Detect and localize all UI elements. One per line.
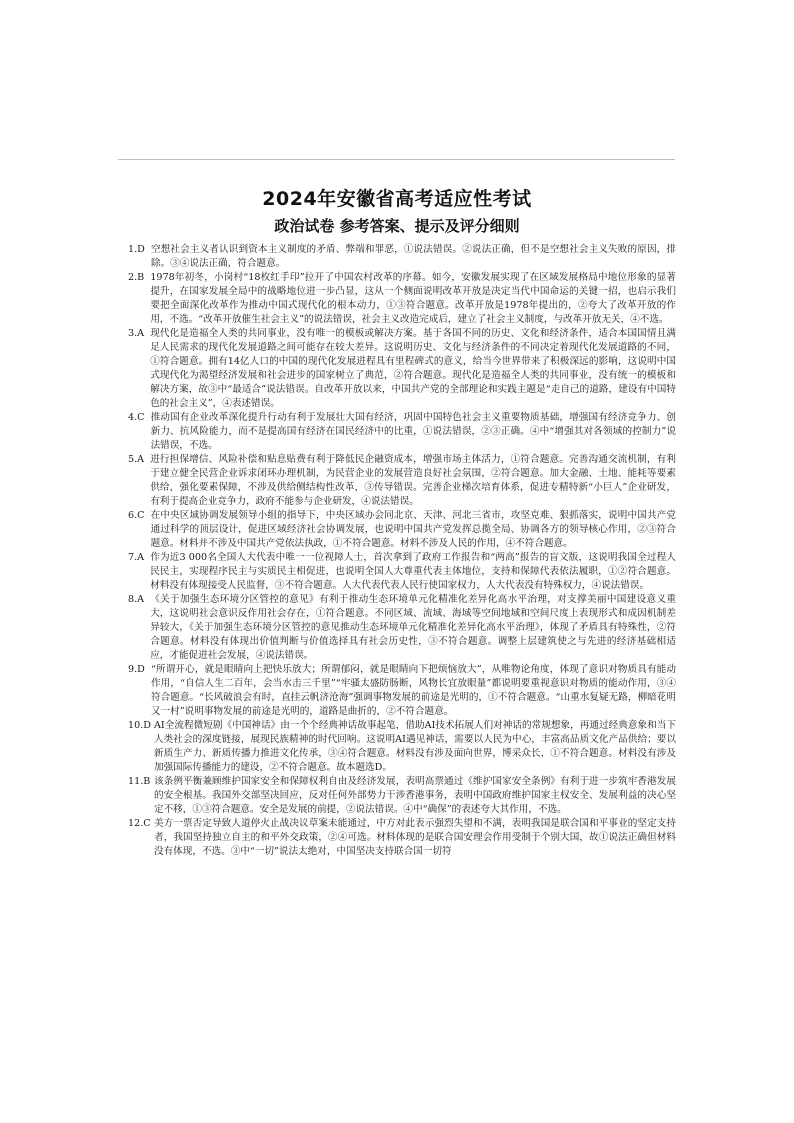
answer-explanation: 《关于加强生态环境分区管控的意见》有利于推动生态环境单元化精准化差异化高水平治理，对支撑美丽中国建设意义重大，这说明社会意识反作用社会存在，①符合题意。不同区域、流域、海域等空间地域和空间尺度上表现形式和成因机制差异较大，《关于加强生态环境分区管控的意见推动生态环境单元化精准化差异化高水平治理》，体现了矛盾具有特殊性，②符合题意。材料没有体现出价值判断与价值选择具有社会历史性，③不符合题意。调整上层建筑使之与先进的经济基础相适应，才能促进社会发展，④说法错误。	[150, 594, 676, 661]
answer-explanation: 该条例平衡兼顾维护国家安全和保障权利自由及经济发展，表明高票通过《维护国家安全条例》有利于进一步筑牢香港发展的安全根基。我国外交部坚决回应，反对任何外部势力干涉香港事务，表明中国政府维护国家主权安全、发展利益的决心坚定不移，①③符合题意。安全是发展的前提，②说法错误。④中“确保”的表述夸大其作用，不选。	[154, 776, 676, 815]
answer-explanation: “所谓开心，就是眼睛向上把快乐放大；所谓郁闷，就是眼睛向下把烦恼放大”，从唯物论角度，体现了意识对物质具有能动作用，“自信人生二百年，会当水击三千里”“牢骚太盛防肠断，风物长宜放眼量”都说明要重视意识对物质的能动作用，③④符合题意。“长风破浪会有时，直挂云帆济沧海”强调事物发展的前途是光明的，①不符合题意。“山重水复疑无路，柳暗花明又一村”说明事物发展的前途是光明的，道路是曲折的，②不符合题意。	[150, 664, 676, 717]
top-rule-divider	[118, 159, 675, 160]
answer-item	[128, 509, 676, 551]
answer-item	[128, 593, 676, 663]
answer-item	[128, 775, 676, 817]
answer-explanation: 推动国有企业改革深化提升行动有利于发展壮大国有经济，巩固中国特色社会主义重要物质基础，增强国有经济竞争力、创新力、抗风险能力，而不是提高国有经济在国民经济中的比重，①说法错误，②③正确。④中“增强其对各领域的控制力”说法错误，不选。	[150, 412, 676, 451]
answer-item	[128, 411, 676, 453]
answer-number: 9.D	[128, 664, 151, 675]
document-subtitle: 政治试卷 参考答案、提示及评分细则	[274, 217, 520, 235]
answer-number: 6.C	[128, 510, 151, 521]
answer-number: 1.D	[128, 244, 151, 255]
answer-item	[128, 719, 676, 775]
answer-explanation: 美方一票否定导致人道停火止战决议草案未能通过，中方对此表示强烈失望和不满，表明我国是联合国和平事业的坚定支持者，我国坚持独立自主的和平外交政策，②④可选。材料体现的是联合国安理会作用受制于个别大国，故①说法正确但材料没有体现，不选。③中“一切”说法太绝对，中国坚决支持联合国一切符	[154, 818, 676, 857]
answer-number: 11.B	[128, 776, 157, 787]
document-title: 2024年安徽省高考适应性考试	[262, 188, 532, 210]
answer-explanation: AI全流程微短剧《中国神话》由一个个经典神话故事起笔，借助AI技术拓展人们对神话的常规想象，再通过经典意象和当下人类社会的深度链接，展现民族精神的时代回响。这说明AI遇见神话，需要以人民为中心，丰富高品质文化产品供给；要以新质生产力、新质传播力推进文化传承，③④符合题意。材料没有涉及面向世界，博采众长，①不符合题意。材料没有涉及加强国际传播能力的建设，②不符合题意。故本题选D。	[154, 720, 676, 773]
answer-number: 10.D	[128, 720, 158, 731]
answer-number: 8.A	[128, 594, 151, 605]
answer-explanation: 1978年初冬，小岗村“18枚红手印”拉开了中国农村改革的序幕。如今，安徽发展实现了在区域发展格局中地位形象的显著提升，在国家发展全局中的战略地位进一步凸显，这从一个侧面说明改革开放是决定当代中国命运的关键一招，也启示我们要把全面深化改革作为推动中国式现代化的根本动力，①③符合题意。改革开放是1978年提出的，②夸大了改革开放的作用，不选。“改革开放催生社会主义”的说法错误，社会主义改造完成后，建立了社会主义制度，与改革开放无关，④不选。	[150, 272, 676, 325]
answer-explanation: 作为近3 000名全国人大代表中唯一一位视障人士，首次拿到了政府工作报告和“两高”报告的盲文版，这说明我国全过程人民民主，实现程序民主与实质民主相促进，也说明全国人大尊重代表主体地位，支持和保障代表依法履职，①②符合题意。材料没有体现接受人民监督，③不符合题意。人大代表代表人民行使国家权力，人大代表没有特殊权力，④说法错误。	[150, 552, 676, 591]
answer-list	[128, 243, 676, 859]
answer-number: 3.A	[128, 328, 151, 339]
answer-explanation: 在中央区域协调发展领导小组的指导下，中央区域办会同北京、天津、河北三省市，攻坚克难、狠抓落实，说明中国共产党通过科学的顶层设计，促进区域经济社会协调发展，也说明中国共产党发挥总揽全局、协调各方的领导核心作用，②③符合题意。材料并不涉及中国共产党依法执政，①不符合题意。材料不涉及人民的作用，④不符合题意。	[150, 510, 676, 549]
answer-explanation: 现代化是造福全人类的共同事业，没有唯一的模板或解决方案。基于各国不同的历史、文化和经济条件，适合本国国情且满足人民需求的现代化发展道路之间可能存在较大差异。这说明历史、文化与经济条件的不同决定着现代化发展道路的不同，①符合题意。拥有14亿人口的中国的现代化发展进程具有里程碑式的意义，给当今世界带来了积极深远的影响，这说明中国式现代化为渴望经济发展和社会进步的国家树立了典范，②符合题意。现代化是造福全人类的共同事业，没有统一的模板和解决方案，故③中“最适合”说法错误。自改革开放以来，中国共产党的全部理论和实践主题是“走自己的道路，建设有中国特色的社会主义”，④表述错误。	[150, 328, 676, 409]
answer-number: 4.C	[128, 412, 151, 423]
answer-number: 2.B	[128, 272, 151, 283]
answer-item	[128, 327, 676, 411]
answer-item	[128, 551, 676, 593]
answer-explanation: 进行担保增信、风险补偿和贴息贴费有利于降低民企融资成本，增强市场主体活力，①符合题意。完善沟通交流机制，有利于建立健全民营企业诉求闭环办理机制，为民营企业的发展营造良好社会氛围，②符合题意。加大金融、土地、能耗等要素供给，强化要素保障，不涉及供给侧结构性改革，③传导错误。完善企业梯次培育体系，促进专精特新“小巨人”企业研发，有利于提高企业竞争力，政府不能参与企业研发，④说法错误。	[150, 454, 676, 507]
answer-number: 7.A	[128, 552, 151, 563]
answer-number: 5.A	[128, 454, 151, 465]
answer-item	[128, 663, 676, 719]
answer-number: 12.C	[128, 818, 157, 829]
answer-explanation: 空想社会主义者认识到资本主义制度的矛盾、弊端和罪恶，①说法错误。②说法正确，但不是空想社会主义失败的原因，排除。③④说法正确，符合题意。	[150, 244, 676, 269]
answer-item	[128, 271, 676, 327]
answer-item	[128, 453, 676, 509]
answer-item	[128, 817, 676, 859]
answer-item	[128, 243, 676, 271]
